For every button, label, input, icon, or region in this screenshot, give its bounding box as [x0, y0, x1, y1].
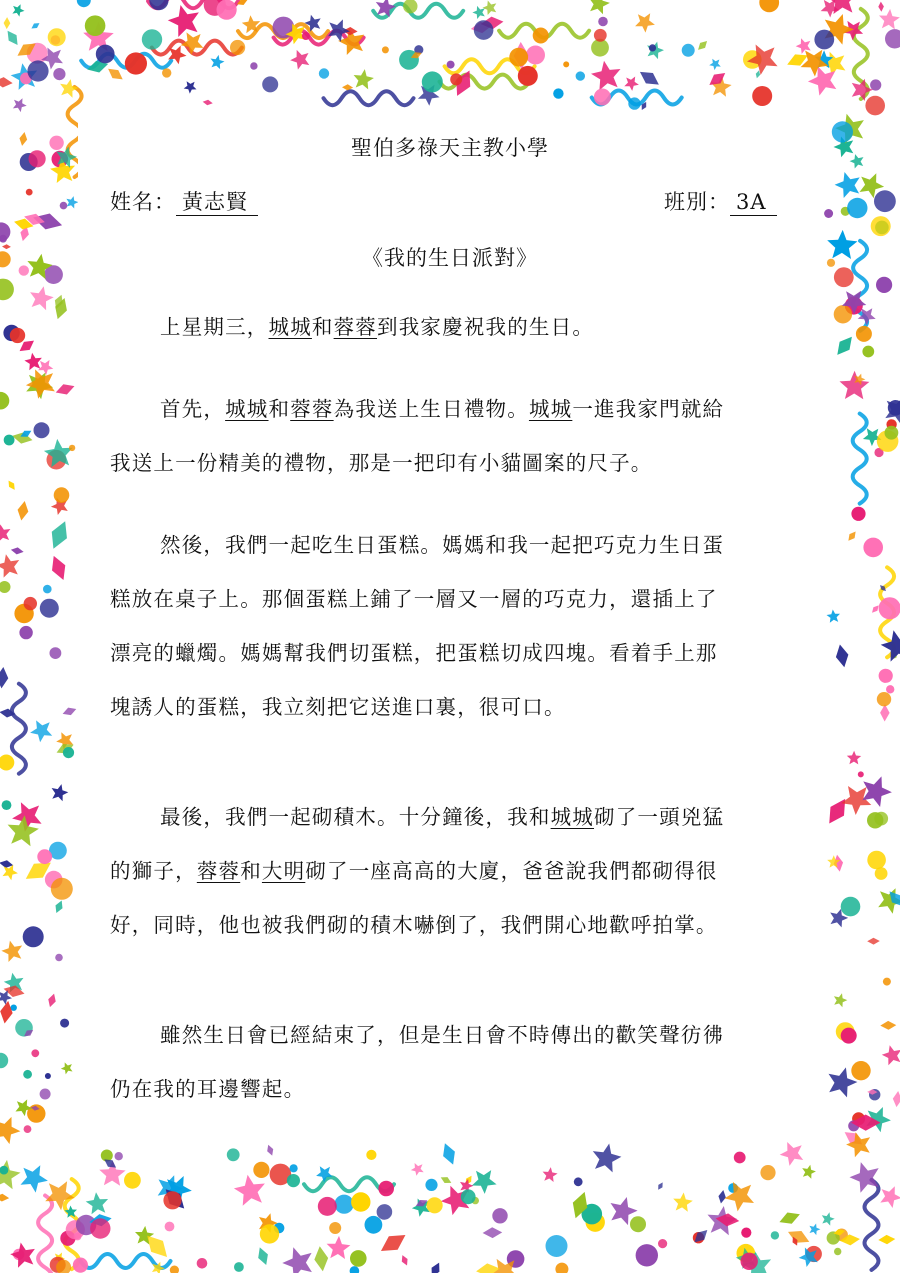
- confetti-dot: [197, 1258, 208, 1269]
- confetti-star: [591, 61, 621, 90]
- confetti-diamond: [846, 529, 858, 542]
- confetti-dot: [863, 538, 883, 558]
- paragraph-line: 上星期三，城城和蓉蓉到我家慶祝我的生日。: [160, 315, 595, 339]
- confetti-dot: [875, 867, 888, 880]
- confetti-diamond: [377, 1228, 410, 1257]
- confetti-dot: [628, 97, 640, 109]
- confetti-star: [12, 4, 24, 16]
- confetti-dot: [60, 202, 68, 210]
- confetti-dot: [841, 1028, 857, 1044]
- confetti-dot: [533, 28, 549, 44]
- confetti-dot: [55, 954, 63, 962]
- confetti-diamond: [656, 1181, 665, 1191]
- confetti-dot: [124, 1172, 141, 1189]
- confetti-dot: [834, 1248, 841, 1255]
- confetti-star: [354, 69, 374, 89]
- confetti-diamond: [0, 1193, 9, 1202]
- confetti-dot: [260, 1224, 279, 1243]
- confetti-dot: [759, 0, 779, 12]
- paragraph-line: 首先，城城和蓉蓉為我送上生日禮物。城城一進我家門就給: [160, 397, 725, 421]
- confetti-star: [796, 38, 811, 54]
- confetti-dot: [37, 849, 52, 864]
- confetti-star: [802, 1165, 816, 1179]
- paragraph-line: 仍在我的耳邊響起。: [110, 1077, 306, 1101]
- streamer-decoration: [853, 414, 867, 504]
- streamer-decoration: [865, 1180, 879, 1270]
- confetti-dot: [54, 487, 70, 503]
- confetti-dot: [752, 86, 772, 106]
- confetti-dot: [85, 15, 106, 36]
- confetti-diamond: [482, 1227, 502, 1238]
- confetti-star: [0, 1160, 21, 1189]
- confetti-star: [543, 1167, 558, 1182]
- confetti-dot: [526, 46, 545, 65]
- confetti-dot: [11, 1005, 17, 1011]
- confetti-dot: [319, 68, 329, 78]
- confetti-dot: [74, 1232, 82, 1240]
- confetti-dot: [546, 1235, 568, 1257]
- confetti-diamond: [0, 76, 13, 88]
- confetti-dot: [350, 1250, 367, 1267]
- confetti-diamond: [834, 643, 851, 668]
- confetti-diamond: [30, 21, 41, 31]
- confetti-dot: [427, 1197, 443, 1213]
- confetti-dot: [870, 79, 881, 90]
- confetti-dot: [630, 1216, 646, 1232]
- confetti-dot: [19, 626, 32, 639]
- confetti-star: [673, 1193, 693, 1212]
- class-value: 3A: [730, 191, 777, 216]
- confetti-dot: [351, 1192, 370, 1211]
- confetti-diamond: [0, 1000, 14, 1025]
- confetti-dot: [474, 20, 494, 40]
- confetti-dot: [125, 52, 147, 74]
- confetti-diamond: [717, 1189, 727, 1204]
- confetti-dot: [163, 1191, 181, 1209]
- confetti-dot: [165, 1222, 175, 1232]
- confetti-dot: [350, 1266, 360, 1273]
- confetti-dot: [867, 851, 886, 870]
- confetti-star: [882, 1045, 900, 1065]
- confetti-dot: [51, 878, 73, 900]
- confetti-dot: [851, 1061, 870, 1080]
- confetti-star: [624, 77, 639, 91]
- paragraph-line: 糕放在桌子上。那個蛋糕上鋪了一層又一層的巧克力，還插上了: [110, 587, 718, 611]
- confetti-dot: [335, 1195, 354, 1214]
- confetti-dot: [0, 279, 14, 301]
- confetti-dot: [142, 29, 162, 49]
- confetti-dot: [170, 1266, 179, 1273]
- confetti-dot: [365, 1216, 383, 1234]
- confetti-dot: [250, 62, 257, 69]
- confetti-dot: [682, 44, 695, 57]
- confetti-diamond: [11, 430, 34, 445]
- confetti-star: [0, 524, 10, 542]
- confetti-diamond: [777, 1209, 802, 1228]
- confetti-dot: [53, 68, 65, 80]
- confetti-star: [647, 42, 664, 60]
- confetti-diamond: [878, 1, 884, 11]
- confetti-star: [66, 196, 78, 208]
- confetti-dot: [874, 190, 896, 212]
- confetti-dot: [217, 0, 237, 20]
- confetti-dot: [23, 926, 44, 947]
- confetti-dot: [658, 1239, 667, 1248]
- confetti-star: [822, 1212, 835, 1225]
- confetti-dot: [824, 209, 833, 218]
- confetti-dot: [518, 66, 538, 86]
- confetti-star: [30, 286, 54, 310]
- confetti-diamond: [61, 705, 77, 717]
- confetti-diamond: [4, 28, 22, 48]
- confetti-dot: [877, 692, 891, 706]
- confetti-dot: [230, 40, 245, 55]
- confetti-dot: [814, 30, 834, 50]
- confetti-star: [52, 784, 69, 801]
- confetti-dot: [0, 1053, 8, 1068]
- confetti-dot: [378, 1181, 394, 1197]
- confetti-dot: [0, 755, 14, 771]
- confetti-dot: [856, 326, 872, 342]
- confetti-dot: [40, 599, 59, 618]
- confetti-diamond: [3, 17, 10, 29]
- confetti-dot: [48, 28, 66, 46]
- confetti-dot: [24, 1125, 32, 1133]
- confetti-dot: [841, 897, 861, 917]
- confetti-dot: [760, 1165, 775, 1180]
- paragraph-1: [110, 300, 790, 354]
- confetti-dot: [563, 61, 569, 67]
- confetti-diamond: [399, 1254, 409, 1267]
- class-label: 班別：: [664, 190, 730, 214]
- confetti-star: [60, 79, 78, 98]
- class-row: [664, 186, 777, 216]
- confetti-star: [3, 865, 18, 881]
- confetti-dot: [234, 1262, 244, 1272]
- confetti-dot: [4, 435, 15, 446]
- confetti-dot: [45, 1073, 51, 1079]
- confetti-dot: [771, 1231, 779, 1239]
- confetti-diamond: [880, 704, 890, 721]
- paragraph-3: [110, 518, 790, 734]
- confetti-diamond: [10, 546, 24, 555]
- confetti-dot: [329, 1222, 341, 1234]
- confetti-dot: [636, 1244, 658, 1266]
- confetti-diamond: [636, 67, 662, 90]
- confetti-dot: [382, 46, 389, 53]
- confetti-dot: [115, 1152, 123, 1160]
- confetti-diamond: [832, 333, 856, 359]
- confetti-diamond: [785, 1226, 812, 1248]
- confetti-dot: [0, 581, 11, 593]
- confetti-diamond: [255, 1246, 271, 1267]
- confetti-star: [589, 0, 610, 14]
- confetti-dot: [422, 71, 443, 92]
- confetti-diamond: [46, 518, 73, 552]
- paragraph-5: [110, 1008, 790, 1116]
- confetti-dot: [885, 426, 899, 440]
- confetti-dot: [492, 1208, 507, 1223]
- confetti-diamond: [0, 666, 9, 688]
- school-name: 聖伯多祿天主教小學: [351, 136, 549, 160]
- confetti-diamond: [265, 1144, 275, 1157]
- confetti-dot: [43, 585, 52, 594]
- confetti-star: [13, 98, 27, 112]
- confetti-dot: [149, 0, 168, 10]
- confetti-diamond: [16, 500, 30, 521]
- confetti-dot: [851, 507, 865, 521]
- confetti-dot: [96, 45, 115, 64]
- confetti-star: [38, 360, 53, 375]
- confetti-dot: [27, 60, 48, 81]
- confetti-dot: [865, 96, 885, 116]
- paragraph-4: [110, 790, 790, 952]
- confetti-star: [316, 1166, 333, 1182]
- confetti-dot: [461, 1189, 476, 1204]
- paragraph-line: 的獅子，蓉蓉和大明砌了一座高高的大廈，爸爸說我們都砌得很: [110, 859, 718, 883]
- confetti-star: [10, 1243, 35, 1268]
- confetti-dot: [847, 198, 867, 218]
- confetti-dot: [403, 0, 417, 13]
- confetti-star: [211, 55, 225, 69]
- confetti-star: [635, 13, 655, 32]
- confetti-dot: [555, 1263, 568, 1273]
- confetti-star: [847, 751, 861, 765]
- confetti-star: [0, 1117, 20, 1144]
- confetti-star: [879, 9, 900, 30]
- confetti-dot: [90, 1218, 110, 1238]
- confetti-star: [290, 50, 309, 70]
- confetti-diamond: [880, 1021, 896, 1030]
- confetti-dot: [598, 17, 608, 27]
- confetti-star: [30, 720, 52, 742]
- paragraph-line: 然後，我們一起吃生日蛋糕。媽媽和我一起把巧克力生日蛋: [160, 533, 725, 557]
- confetti-dot: [377, 1204, 393, 1220]
- confetti-dot: [23, 1070, 32, 1079]
- confetti-star: [45, 1181, 74, 1210]
- confetti-star: [850, 1162, 879, 1193]
- confetti-diamond: [439, 1141, 459, 1167]
- confetti-dot: [69, 445, 75, 451]
- confetti-dot: [886, 685, 894, 693]
- confetti-star: [61, 1062, 73, 1074]
- streamer-decoration: [38, 1196, 52, 1273]
- confetti-dot: [31, 1049, 39, 1057]
- confetti-dot: [862, 346, 874, 358]
- confetti-diamond: [54, 381, 76, 398]
- confetti-dot: [77, 0, 91, 7]
- essay-title: 《我的生日派對》: [362, 246, 538, 270]
- confetti-dot: [879, 597, 900, 619]
- confetti-diamond: [313, 1245, 330, 1272]
- confetti-dot: [227, 1148, 240, 1161]
- confetti-dot: [10, 328, 25, 343]
- confetti-dot: [576, 71, 585, 80]
- confetti-dot: [2, 800, 12, 810]
- confetti-dot: [876, 277, 892, 293]
- confetti-dot: [253, 1162, 269, 1178]
- confetti-dot: [162, 68, 171, 77]
- confetti-dot: [858, 771, 864, 777]
- paragraph-line: 最後，我們一起砌積木。十分鐘後，我和城城砌了一頭兇猛: [160, 805, 725, 829]
- confetti-star: [472, 1170, 497, 1194]
- confetti-star: [411, 1163, 424, 1176]
- confetti-star: [827, 610, 841, 623]
- confetti-dot: [24, 597, 37, 610]
- confetti-dot: [509, 48, 528, 67]
- paragraph-2: [110, 382, 790, 490]
- confetti-star: [834, 993, 847, 1007]
- confetti-diamond: [892, 1090, 900, 1107]
- confetti-dot: [40, 1089, 51, 1100]
- confetti-diamond: [46, 992, 58, 1008]
- confetti-star: [780, 1142, 804, 1166]
- confetti-dot: [50, 647, 62, 659]
- confetti-dot: [871, 216, 891, 236]
- confetti-dot: [34, 422, 50, 438]
- confetti-star: [747, 45, 778, 76]
- confetti-dot: [741, 1228, 751, 1238]
- confetti-dot: [867, 812, 883, 828]
- confetti-dot: [879, 669, 893, 683]
- confetti-dot: [553, 88, 563, 98]
- name-row: [110, 186, 258, 216]
- streamer-decoration: [12, 684, 26, 774]
- confetti-dot: [318, 1197, 337, 1216]
- paragraph-line: 好，同時，他也被我們砌的積木嚇倒了，我們開心地歡呼拍掌。: [110, 913, 718, 937]
- paragraph-line: 我送上一份精美的禮物，那是一把印有小貓圖案的尺子。: [110, 451, 653, 475]
- paragraph-line: 塊誘人的蛋糕，我立刻把它送進口裏，很可口。: [110, 695, 566, 719]
- confetti-star: [880, 1186, 900, 1208]
- confetti-dot: [741, 1253, 758, 1270]
- confetti-dot: [287, 1174, 300, 1187]
- confetti-diamond: [53, 899, 65, 915]
- confetti-star: [709, 59, 721, 70]
- confetti-dot: [885, 29, 900, 48]
- confetti-dot: [290, 1164, 298, 1172]
- confetti-star: [809, 1224, 820, 1236]
- confetti-dot: [574, 1177, 583, 1186]
- confetti-diamond: [439, 1174, 453, 1185]
- confetti-dot: [73, 1258, 88, 1273]
- confetti-star: [835, 172, 860, 198]
- confetti-dot: [649, 44, 656, 51]
- confetti-star: [184, 81, 197, 93]
- confetti-star: [593, 1144, 622, 1173]
- confetti-star: [86, 1192, 108, 1214]
- confetti-star: [24, 353, 42, 371]
- confetti-star: [327, 1236, 351, 1259]
- confetti-dot: [734, 1152, 746, 1164]
- confetti-diamond: [202, 99, 213, 106]
- confetti-dot: [26, 189, 33, 196]
- confetti-star: [841, 786, 871, 815]
- confetti-diamond: [6, 479, 17, 492]
- confetti-diamond: [47, 553, 70, 582]
- confetti-star: [282, 1247, 312, 1273]
- confetti-dot: [450, 73, 462, 85]
- confetti-dot: [63, 747, 74, 758]
- confetti-diamond: [428, 1261, 443, 1273]
- confetti-star: [21, 1165, 48, 1192]
- confetti-dot: [447, 61, 455, 69]
- confetti-star: [234, 1175, 265, 1206]
- confetti-star: [483, 1, 497, 16]
- paragraph-line: 雖然生日會已經結束了，但是生日會不時傳出的歡笑聲彷彿: [160, 1023, 725, 1047]
- confetti-dot: [0, 392, 9, 410]
- confetti-dot: [366, 1150, 376, 1160]
- confetti-dot: [834, 305, 852, 323]
- confetti-star: [26, 369, 55, 398]
- confetti-dot: [594, 29, 607, 42]
- confetti-dot: [425, 1179, 437, 1191]
- name-label: 姓名：: [110, 190, 176, 214]
- confetti-diamond: [878, 1234, 895, 1244]
- confetti-dot: [883, 978, 891, 986]
- name-value: 黃志賢: [176, 191, 258, 216]
- confetti-diamond: [696, 38, 710, 52]
- confetti-star: [1, 941, 22, 962]
- confetti-dot: [302, 32, 310, 40]
- streamer-decoration: [324, 91, 414, 105]
- confetti-diamond: [867, 938, 880, 945]
- confetti-star: [0, 554, 19, 577]
- paragraph-line: 漂亮的蠟燭。媽媽幫我們切蛋糕，把蛋糕切成四塊。看着手上那: [110, 641, 718, 665]
- confetti-star: [840, 371, 870, 400]
- confetti-dot: [594, 89, 611, 106]
- confetti-dot: [60, 1019, 69, 1028]
- confetti-dot: [262, 76, 278, 92]
